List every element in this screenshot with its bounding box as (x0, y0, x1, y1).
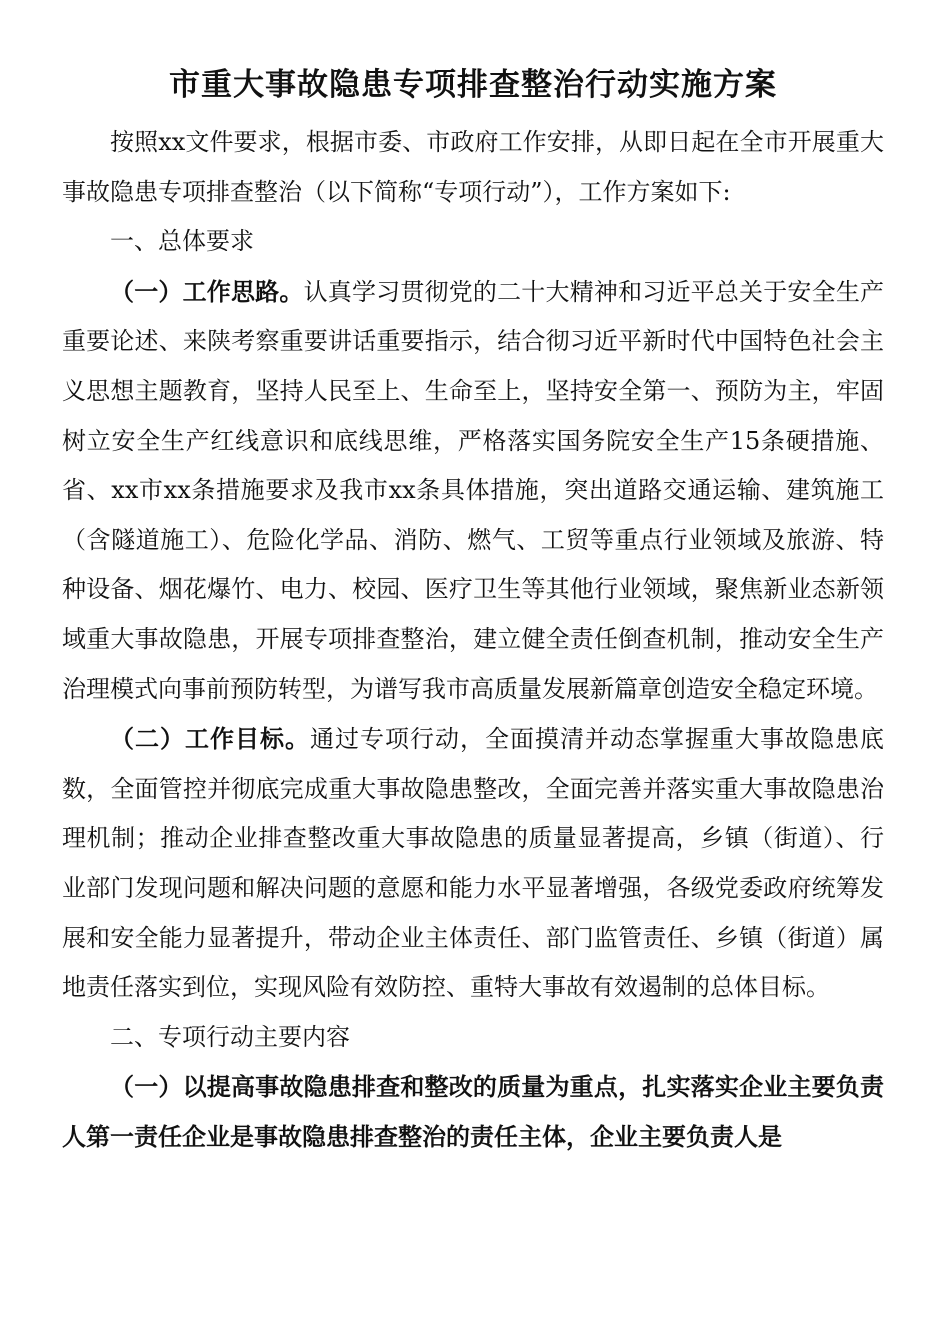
section-heading-1: 一、总体要求 (110, 227, 254, 256)
paragraph-bold-item: （一）以提高事故隐患排查和整改的质量为重点，扎实落实企业主要负责人第一责任企业是事故隐患排查整治的责任主体，企业主要负责人是 (62, 1072, 884, 1151)
paragraph-work-goal (62, 714, 884, 1013)
page-title: 市重大事故隐患专项排查整治行动实施方案 (169, 67, 777, 103)
paragraph-lead: （一）工作思路。 (110, 276, 304, 306)
paragraph-lead: （二）工作目标。 (110, 724, 310, 754)
intro-paragraph: 按照xx文件要求，根据市委、市政府工作安排，从即日起在全市开展重大事故隐患专项排查整治（以下简称“专项行动”），工作方案如下: (62, 128, 884, 206)
paragraph-body: 认真学习贯彻党的二十大精神和习近平总关于安全生产重要论述、来陕考察重要讲话重要指示，结合彻习近平新时代中国特色社会主义思想主题教育，坚持人民至上、生命至上，坚持安全第一、预防为主，牢固树立安全生产红线意识和底线思维，严格落实国务院安全生产15条硬措施、省、xx市xx条措施要求及我市xx条具体措施，突出道路交通运输、建筑施工（含隧道施工）、危险化学品、消防、燃气、工贸等重点行业领域及旅游、特种设备、烟花爆竹、电力、校园、医疗卫生等其他行业领域，聚焦新业态新领域重大事故隐患，开展专项排查整治，建立健全责任倒查机制，推动安全生产治理模式向事前预防转型，为谱写我市高质量发展新篇章创造安全稳定环境。 (62, 277, 885, 703)
section-heading-2: 二、专项行动主要内容 (110, 1022, 350, 1051)
paragraph-work-approach (62, 267, 884, 714)
paragraph-body: 通过专项行动，全面摸清并动态掌握重大事故隐患底数，全面管控并彻底完成重大事故隐患整改，全面完善并落实重大事故隐患治理机制；推动企业排查整改重大事故隐患的质量显著提高，乡镇（街道）、行业部门发现问题和解决问题的意愿和能力水平显著增强，各级党委政府统筹发展和安全能力显著提升，带动企业主体责任、部门监管责任、乡镇（街道）属地责任落实到位，实现风险有效防控、重特大事故有效遏制的总体目标。 (62, 725, 884, 1002)
